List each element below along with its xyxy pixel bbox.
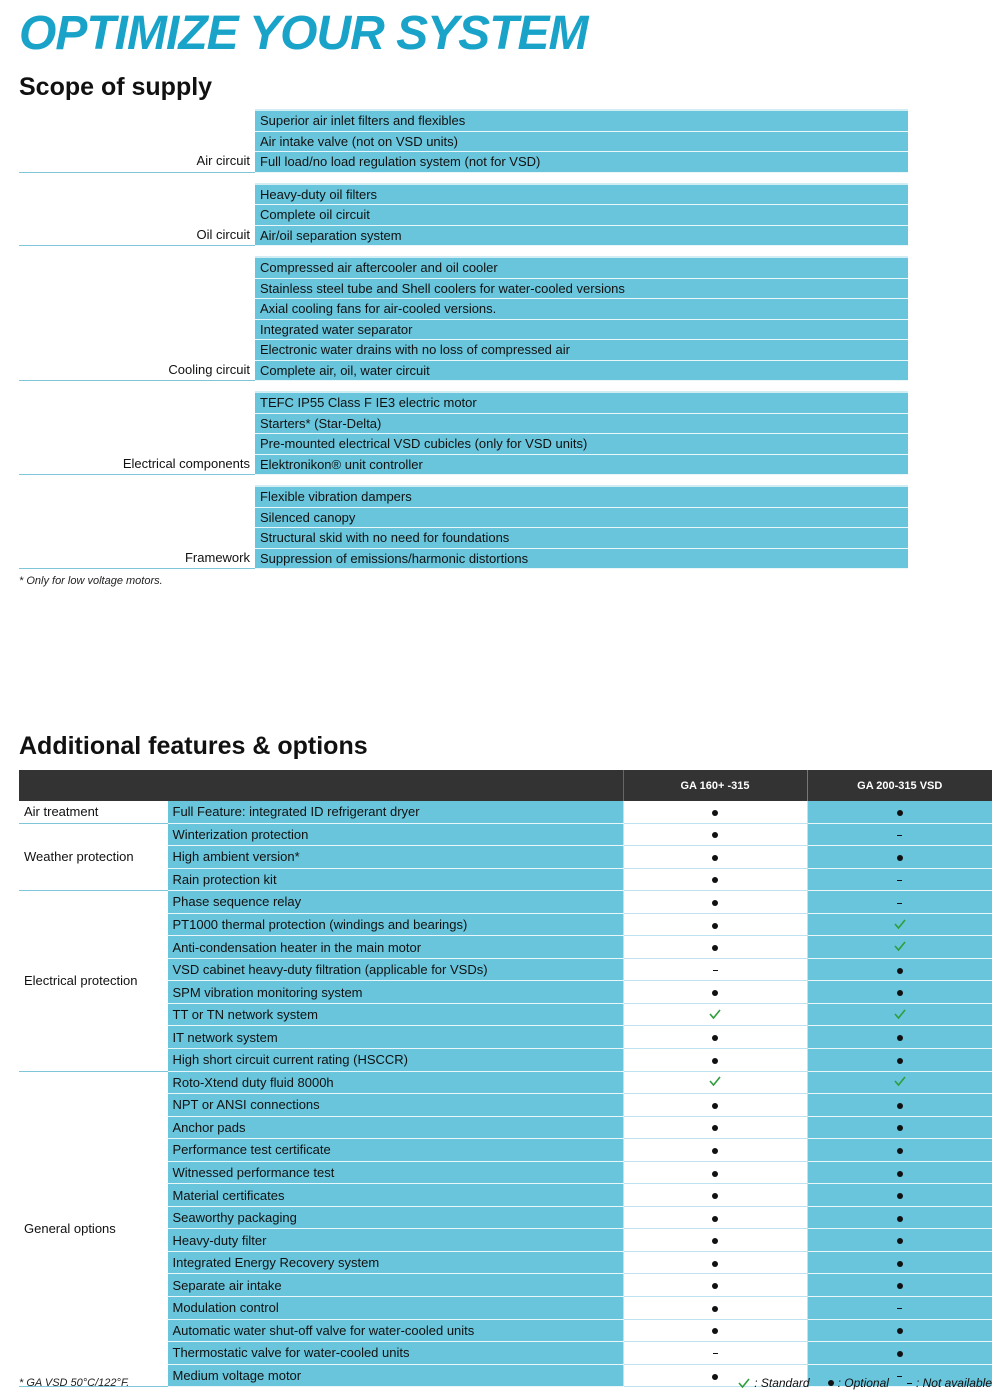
legend-standard-label: : Standard — [754, 1376, 810, 1390]
scope-group — [19, 391, 908, 475]
features-options-table — [19, 770, 992, 1387]
feature-cell: Full Feature: integrated ID refrigerant dryer — [167, 801, 623, 823]
dot-icon — [828, 1380, 834, 1386]
scope-item: Silenced canopy — [255, 508, 908, 529]
optional-dot-icon — [897, 1328, 903, 1334]
page-title: OPTIMIZE YOUR SYSTEM — [19, 7, 588, 60]
legend-optional-label: : Optional — [837, 1376, 889, 1390]
availability-cell-ga-200-315-vsd — [807, 913, 992, 936]
feature-cell: Rain protection kit — [167, 868, 623, 891]
optional-dot-icon — [712, 877, 718, 883]
optional-dot-icon — [712, 923, 718, 929]
optional-dot-icon — [897, 1283, 903, 1289]
optional-dot-icon — [712, 1058, 718, 1064]
availability-cell-ga-160-315 — [623, 1026, 807, 1049]
feature-cell: Phase sequence relay — [167, 891, 623, 914]
scope-item: Elektronikon® unit controller — [255, 455, 908, 476]
availability-cell-ga-200-315-vsd — [807, 1319, 992, 1342]
optional-dot-icon — [897, 1125, 903, 1131]
standard-check-icon — [709, 1075, 721, 1090]
feature-cell: Separate air intake — [167, 1274, 623, 1297]
availability-cell-ga-200-315-vsd — [807, 868, 992, 891]
optional-dot-icon — [712, 1171, 718, 1177]
availability-cell-ga-160-315 — [623, 1139, 807, 1162]
availability-cell-ga-200-315-vsd — [807, 1139, 992, 1162]
optional-dot-icon — [897, 1193, 903, 1199]
scope-group-label: Framework — [19, 485, 255, 569]
legend-optional — [828, 1376, 889, 1390]
feature-cell: Medium voltage motor — [167, 1364, 623, 1387]
optional-dot-icon — [897, 1058, 903, 1064]
scope-group — [19, 109, 908, 173]
scope-item: Air/oil separation system — [255, 226, 908, 247]
category-cell: Weather protection — [19, 823, 167, 891]
scope-item: Heavy-duty oil filters — [255, 185, 908, 206]
availability-cell-ga-200-315-vsd — [807, 1342, 992, 1365]
scope-item: Suppression of emissions/harmonic distortions — [255, 549, 908, 570]
scope-item: TEFC IP55 Class F IE3 electric motor — [255, 393, 908, 414]
availability-cell-ga-200-315-vsd — [807, 891, 992, 914]
feature-cell: Performance test certificate — [167, 1139, 623, 1162]
scope-item: Complete air, oil, water circuit — [255, 361, 908, 382]
table-header-blank — [19, 770, 623, 801]
legend-not-available — [907, 1376, 992, 1390]
availability-cell-ga-200-315-vsd — [807, 1026, 992, 1049]
optional-dot-icon — [712, 1238, 718, 1244]
table-row — [19, 1071, 992, 1094]
feature-cell: Winterization protection — [167, 823, 623, 846]
feature-cell: IT network system — [167, 1026, 623, 1049]
optional-dot-icon — [712, 1306, 718, 1312]
optional-dot-icon — [897, 1351, 903, 1357]
column-header-ga-160-315: GA 160+ -315 — [623, 770, 807, 801]
availability-cell-ga-160-315 — [623, 1274, 807, 1297]
category-cell: General options — [19, 1071, 167, 1387]
feature-cell: Automatic water shut-off valve for water-cooled units — [167, 1319, 623, 1342]
features-heading: Additional features & options — [19, 732, 368, 760]
availability-cell-ga-160-315 — [623, 1049, 807, 1072]
optional-dot-icon — [712, 945, 718, 951]
feature-cell: VSD cabinet heavy-duty filtration (applicable for VSDs) — [167, 958, 623, 981]
feature-cell: Integrated Energy Recovery system — [167, 1251, 623, 1274]
optional-dot-icon — [897, 1103, 903, 1109]
availability-cell-ga-200-315-vsd — [807, 1094, 992, 1117]
scope-group-label: Cooling circuit — [19, 256, 255, 381]
availability-cell-ga-160-315 — [623, 1319, 807, 1342]
standard-check-icon — [894, 1075, 906, 1090]
availability-cell-ga-200-315-vsd — [807, 823, 992, 846]
optional-dot-icon — [897, 1171, 903, 1177]
not-available-dash-icon — [897, 835, 902, 836]
optional-dot-icon — [897, 1035, 903, 1041]
optional-dot-icon — [712, 1103, 718, 1109]
availability-cell-ga-160-315 — [623, 1184, 807, 1207]
optional-dot-icon — [897, 990, 903, 996]
availability-cell-ga-160-315 — [623, 801, 807, 823]
optional-dot-icon — [712, 1035, 718, 1041]
standard-check-icon — [709, 1008, 721, 1023]
scope-item: Integrated water separator — [255, 320, 908, 341]
feature-cell: Material certificates — [167, 1184, 623, 1207]
feature-cell: SPM vibration monitoring system — [167, 981, 623, 1004]
feature-cell: Anchor pads — [167, 1116, 623, 1139]
feature-cell: Seaworthy packaging — [167, 1206, 623, 1229]
optional-dot-icon — [712, 1283, 718, 1289]
scope-item: Structural skid with no need for foundations — [255, 528, 908, 549]
scope-heading: Scope of supply — [19, 73, 213, 101]
scope-group — [19, 256, 908, 381]
table-footnote: * GA VSD 50°C/122°F. — [19, 1377, 130, 1389]
availability-cell-ga-160-315 — [623, 846, 807, 869]
optional-dot-icon — [712, 1193, 718, 1199]
legend — [738, 1376, 992, 1390]
legend-na-label: : Not available — [915, 1376, 992, 1390]
availability-cell-ga-200-315-vsd — [807, 936, 992, 959]
scope-item: Pre-mounted electrical VSD cubicles (only for VSD units) — [255, 434, 908, 455]
not-available-dash-icon — [713, 1353, 718, 1354]
optional-dot-icon — [712, 990, 718, 996]
not-available-dash-icon — [713, 970, 718, 971]
availability-cell-ga-200-315-vsd — [807, 981, 992, 1004]
scope-footnote: * Only for low voltage motors. — [19, 575, 163, 587]
table-row — [19, 801, 992, 823]
availability-cell-ga-200-315-vsd — [807, 1184, 992, 1207]
check-icon — [738, 1378, 750, 1389]
scope-item: Flexible vibration dampers — [255, 487, 908, 508]
scope-item: Complete oil circuit — [255, 205, 908, 226]
scope-group-label: Electrical components — [19, 391, 255, 475]
standard-check-icon — [894, 1008, 906, 1023]
availability-cell-ga-200-315-vsd — [807, 1274, 992, 1297]
availability-cell-ga-200-315-vsd — [807, 1003, 992, 1026]
feature-cell: High short circuit current rating (HSCCR) — [167, 1049, 623, 1072]
availability-cell-ga-160-315 — [623, 1071, 807, 1094]
optional-dot-icon — [712, 900, 718, 906]
legend-standard — [738, 1376, 809, 1390]
optional-dot-icon — [712, 832, 718, 838]
availability-cell-ga-200-315-vsd — [807, 1071, 992, 1094]
availability-cell-ga-200-315-vsd — [807, 1206, 992, 1229]
feature-cell: Heavy-duty filter — [167, 1229, 623, 1252]
optional-dot-icon — [712, 855, 718, 861]
table-row — [19, 891, 992, 914]
table-row — [19, 823, 992, 846]
scope-item: Electronic water drains with no loss of compressed air — [255, 340, 908, 361]
optional-dot-icon — [897, 1216, 903, 1222]
availability-cell-ga-160-315 — [623, 1094, 807, 1117]
availability-cell-ga-160-315 — [623, 1251, 807, 1274]
availability-cell-ga-200-315-vsd — [807, 958, 992, 981]
not-available-dash-icon — [897, 880, 902, 881]
standard-check-icon — [894, 940, 906, 955]
availability-cell-ga-200-315-vsd — [807, 846, 992, 869]
standard-check-icon — [894, 918, 906, 933]
category-cell: Air treatment — [19, 801, 167, 823]
availability-cell-ga-160-315 — [623, 1342, 807, 1365]
availability-cell-ga-160-315 — [623, 823, 807, 846]
availability-cell-ga-160-315 — [623, 1297, 807, 1320]
feature-cell: Witnessed performance test — [167, 1161, 623, 1184]
scope-item: Air intake valve (not on VSD units) — [255, 132, 908, 153]
optional-dot-icon — [897, 855, 903, 861]
scope-item: Axial cooling fans for air-cooled versions. — [255, 299, 908, 320]
availability-cell-ga-160-315 — [623, 981, 807, 1004]
optional-dot-icon — [897, 968, 903, 974]
feature-cell: High ambient version* — [167, 846, 623, 869]
scope-item-list — [255, 109, 908, 173]
optional-dot-icon — [712, 810, 718, 816]
scope-item-list — [255, 256, 908, 381]
availability-cell-ga-200-315-vsd — [807, 1161, 992, 1184]
optional-dot-icon — [712, 1216, 718, 1222]
feature-cell: NPT or ANSI connections — [167, 1094, 623, 1117]
optional-dot-icon — [897, 1238, 903, 1244]
availability-cell-ga-160-315 — [623, 1229, 807, 1252]
availability-cell-ga-160-315 — [623, 1003, 807, 1026]
column-header-ga-200-315-vsd: GA 200-315 VSD — [807, 770, 992, 801]
scope-item: Compressed air aftercooler and oil cooler — [255, 258, 908, 279]
category-cell: Electrical protection — [19, 891, 167, 1071]
scope-group-label: Oil circuit — [19, 183, 255, 247]
optional-dot-icon — [712, 1328, 718, 1334]
feature-cell: Thermostatic valve for water-cooled units — [167, 1342, 623, 1365]
scope-item: Starters* (Star-Delta) — [255, 414, 908, 435]
availability-cell-ga-200-315-vsd — [807, 1116, 992, 1139]
availability-cell-ga-200-315-vsd — [807, 1297, 992, 1320]
feature-cell: Anti-condensation heater in the main motor — [167, 936, 623, 959]
table-header-row — [19, 770, 992, 801]
scope-group — [19, 485, 908, 569]
availability-cell-ga-200-315-vsd — [807, 1049, 992, 1072]
availability-cell-ga-160-315 — [623, 1206, 807, 1229]
scope-item-list — [255, 485, 908, 569]
scope-item-list — [255, 391, 908, 475]
optional-dot-icon — [897, 810, 903, 816]
optional-dot-icon — [712, 1148, 718, 1154]
feature-cell: TT or TN network system — [167, 1003, 623, 1026]
scope-item-list — [255, 183, 908, 247]
availability-cell-ga-160-315 — [623, 958, 807, 981]
availability-cell-ga-200-315-vsd — [807, 1229, 992, 1252]
dash-icon — [907, 1383, 912, 1384]
availability-cell-ga-160-315 — [623, 936, 807, 959]
availability-cell-ga-160-315 — [623, 913, 807, 936]
scope-item: Superior air inlet filters and flexibles — [255, 111, 908, 132]
scope-group — [19, 183, 908, 247]
availability-cell-ga-160-315 — [623, 1161, 807, 1184]
scope-item: Stainless steel tube and Shell coolers for water-cooled versions — [255, 279, 908, 300]
availability-cell-ga-160-315 — [623, 891, 807, 914]
optional-dot-icon — [712, 1261, 718, 1267]
feature-cell: PT1000 thermal protection (windings and bearings) — [167, 913, 623, 936]
availability-cell-ga-160-315 — [623, 868, 807, 891]
not-available-dash-icon — [897, 903, 902, 904]
scope-item: Full load/no load regulation system (not for VSD) — [255, 152, 908, 173]
scope-of-supply-list — [19, 109, 908, 579]
availability-cell-ga-160-315 — [623, 1116, 807, 1139]
feature-cell: Modulation control — [167, 1297, 623, 1320]
optional-dot-icon — [897, 1261, 903, 1267]
optional-dot-icon — [712, 1125, 718, 1131]
feature-cell: Roto-Xtend duty fluid 8000h — [167, 1071, 623, 1094]
availability-cell-ga-200-315-vsd — [807, 801, 992, 823]
optional-dot-icon — [712, 1374, 718, 1380]
scope-group-label: Air circuit — [19, 109, 255, 173]
availability-cell-ga-200-315-vsd — [807, 1251, 992, 1274]
optional-dot-icon — [897, 1148, 903, 1154]
not-available-dash-icon — [897, 1308, 902, 1309]
